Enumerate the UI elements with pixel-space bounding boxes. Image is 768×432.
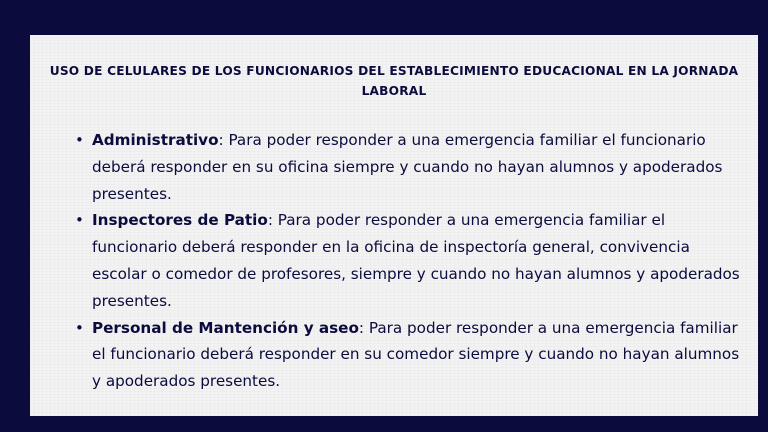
list-item xyxy=(75,127,742,207)
bullet-dot-icon: • xyxy=(75,318,84,337)
content-card xyxy=(30,35,758,416)
list-item xyxy=(75,315,742,395)
item-term: Inspectores de Patio xyxy=(92,211,268,230)
item-term: Personal de Mantención y aseo xyxy=(92,318,359,337)
list-item xyxy=(75,207,742,314)
item-term: Administrativo xyxy=(92,131,219,149)
bullet-dot-icon: • xyxy=(75,211,84,230)
item-text: : Para poder responder a una emergencia familiar el funcionario deberá responder en la oficina de inspectoría general, convivencia escolar o comedor de profesores, siempre y cuando no hayan alumnos y apoderados presentes. xyxy=(92,211,740,310)
bullet-list xyxy=(75,127,742,395)
item-text: : Para poder responder a una emergencia familiar el funcionario deberá responder en su oficina siempre y cuando no hayan alumnos y apoderados presentes. xyxy=(92,131,723,203)
page-title: USO DE CELULARES DE LOS FUNCIONARIOS DEL ESTABLECIMIENTO EDUCACIONAL EN LA JORNADA LABORAL xyxy=(49,64,739,98)
bullet-dot-icon: • xyxy=(75,131,84,149)
item-text: : Para poder responder a una emergencia familiar el funcionario deberá responder en su comedor siempre y cuando no hayan alumnos y apoderados presentes. xyxy=(92,318,740,391)
